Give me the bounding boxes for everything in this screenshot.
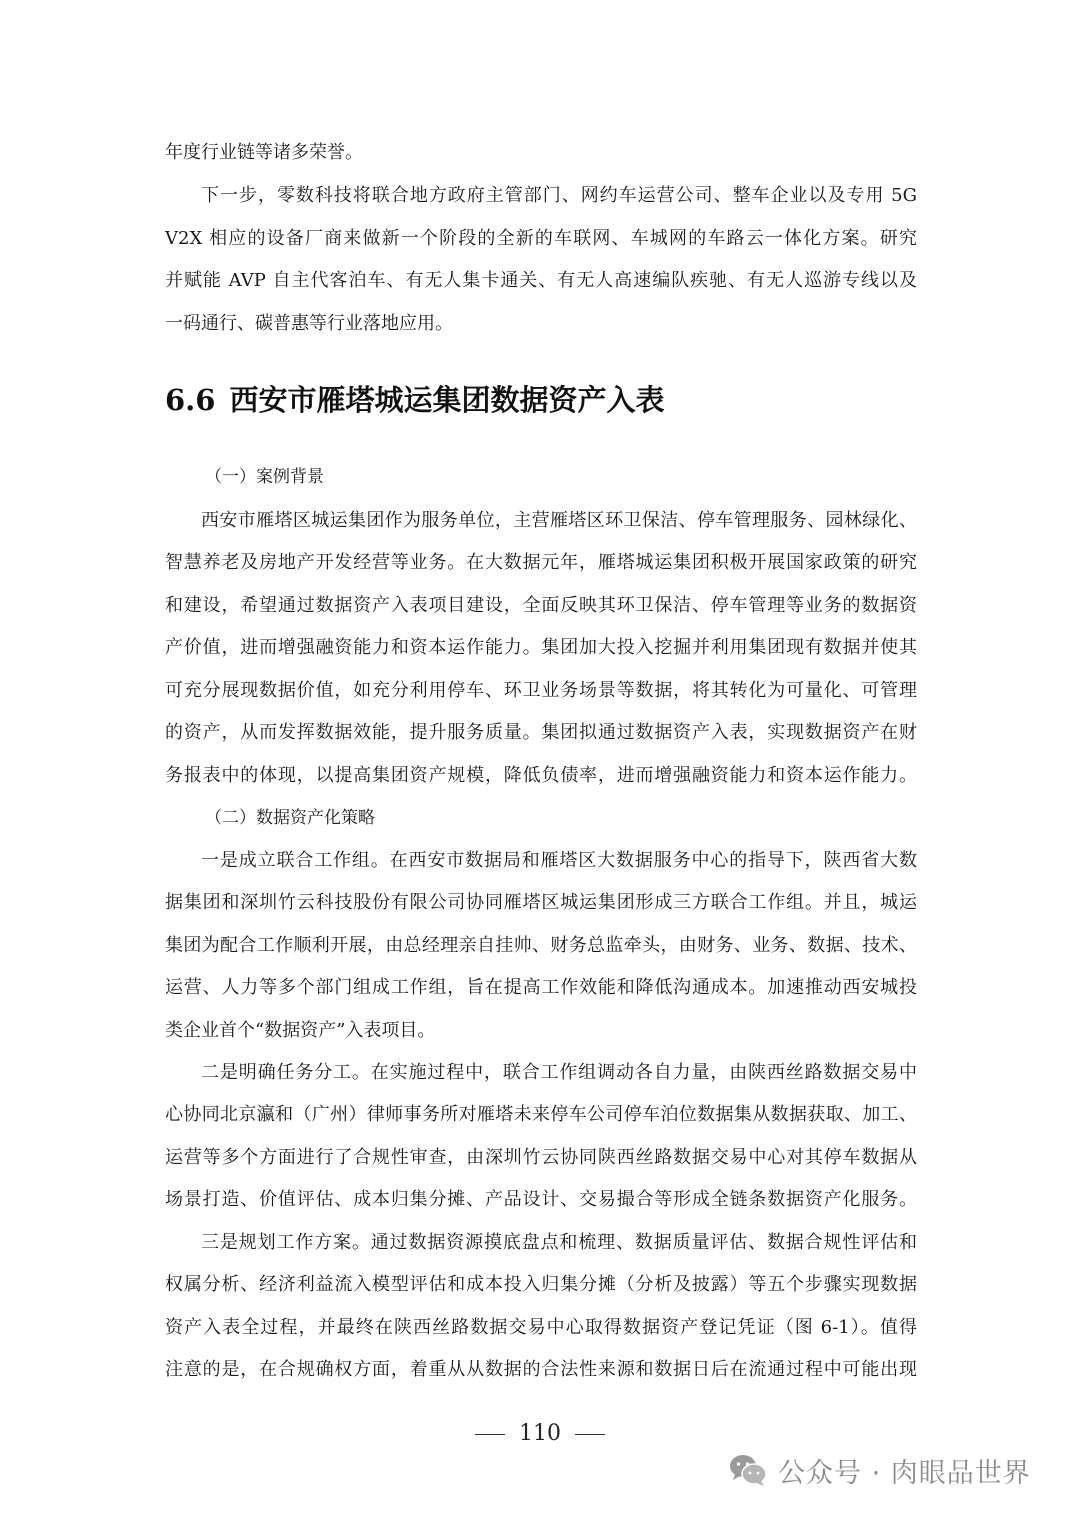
footer-dash-right xyxy=(575,1434,605,1435)
watermark xyxy=(728,1448,1031,1492)
text-line: 运营等多个方面进行了合规性审查，由深圳竹云协同陕西丝路数据交易中心对其停车数据从 xyxy=(165,1147,917,1168)
text-line: 并赋能 AVP 自主代客泊车、有无人集卡通关、有无人高速编队疾驰、有无人巡游专线以及 xyxy=(165,270,917,291)
text-line: 下一步，零数科技将联合地方政府主管部门、网约车运营公司、整车企业以及专用 5G xyxy=(201,185,917,206)
text-line: V2X 相应的设备厂商来做新一个阶段的全新的车联网、车城网的车路云一体化方案。研究 xyxy=(165,228,917,249)
page-number: 110 xyxy=(519,1421,561,1446)
text-line: 务报表中的体现，以提高集团资产规模，降低负债率，进而增强融资能力和资本运作能力。 xyxy=(165,765,917,786)
section-number: 6.6 xyxy=(165,383,216,417)
text-line: 可充分展现数据价值，如充分利用停车、环卫业务场景等数据，将其转化为可量化、可管理 xyxy=(165,680,917,701)
watermark-text: 公众号 · 肉眼品世界 xyxy=(778,1457,1031,1489)
subheading: （一）案例背景 xyxy=(205,467,324,487)
text-line: 二是明确任务分工。在实施过程中，联合工作组调动各自力量，由陕西丝路数据交易中 xyxy=(201,1062,917,1083)
page-footer xyxy=(0,1418,1080,1450)
section-heading xyxy=(165,380,664,420)
text-line: 三是规划工作方案。通过数据资源摸底盘点和梳理、数据质量评估、数据合规性评估和 xyxy=(201,1232,917,1253)
footer-dash-left xyxy=(475,1434,505,1435)
text-line: 据集团和深圳竹云科技股份有限公司协同雁塔区城运集团形成三方联合工作组。并且，城运 xyxy=(165,892,917,913)
text-line: 西安市雁塔区城运集团作为服务单位，主营雁塔区环卫保洁、停车管理服务、园林绿化、 xyxy=(201,510,917,531)
subheading: （二）数据资产化策略 xyxy=(205,808,375,828)
text-line: 的资产，从而发挥数据效能，提升服务质量。集团拟通过数据资产入表，实现数据资产在财 xyxy=(165,722,917,743)
wechat-icon xyxy=(728,1453,768,1487)
text-line: 场景打造、价值评估、成本归集分摊、产品设计、交易撮合等形成全链条数据资产化服务。 xyxy=(165,1189,917,1210)
text-line: 运营、人力等多个部门组成工作组，旨在提高工作效能和降低沟通成本。加速推动西安城投 xyxy=(165,977,917,998)
text-line: 注意的是，在合规确权方面，着重从从数据的合法性来源和数据日后在流通过程中可能出现 xyxy=(165,1359,917,1380)
text-line: 一是成立联合工作组。在西安市数据局和雁塔区大数据服务中心的指导下，陕西省大数 xyxy=(201,850,917,871)
text-line: 和建设，希望通过数据资产入表项目建设，全面反映其环卫保洁、停车管理等业务的数据资 xyxy=(165,595,917,616)
text-line: 智慧养老及房地产开发经营等业务。在大数据元年，雁塔城运集团积极开展国家政策的研究 xyxy=(165,552,917,573)
text-line: 心协同北京瀛和（广州）律师事务所对雁塔未来停车公司停车泊位数据集从数据获取、加工、 xyxy=(165,1104,917,1125)
text-line: 权属分析、经济利益流入模型评估和成本投入归集分摊（分析及披露）等五个步骤实现数据 xyxy=(165,1274,917,1295)
text-line: 年度行业链等诸多荣誉。 xyxy=(165,142,363,163)
section-title: 西安市雁塔城运集团数据资产入表 xyxy=(229,383,665,417)
text-line: 产价值，进而增强融资能力和资本运作能力。集团加大投入挖掘并利用集团现有数据并使其 xyxy=(165,637,917,658)
text-line: 类企业首个“数据资产”入表项目。 xyxy=(165,1020,436,1041)
text-line: 集团为配合工作顺利开展，由总经理亲自挂帅、财务总监牵头，由财务、业务、数据、技术、 xyxy=(165,935,917,956)
text-line: 资产入表全过程，并最终在陕西丝路数据交易中心取得数据资产登记凭证（图 6-1）。值得 xyxy=(165,1317,917,1338)
text-line: 一码通行、碳普惠等行业落地应用。 xyxy=(165,313,453,334)
